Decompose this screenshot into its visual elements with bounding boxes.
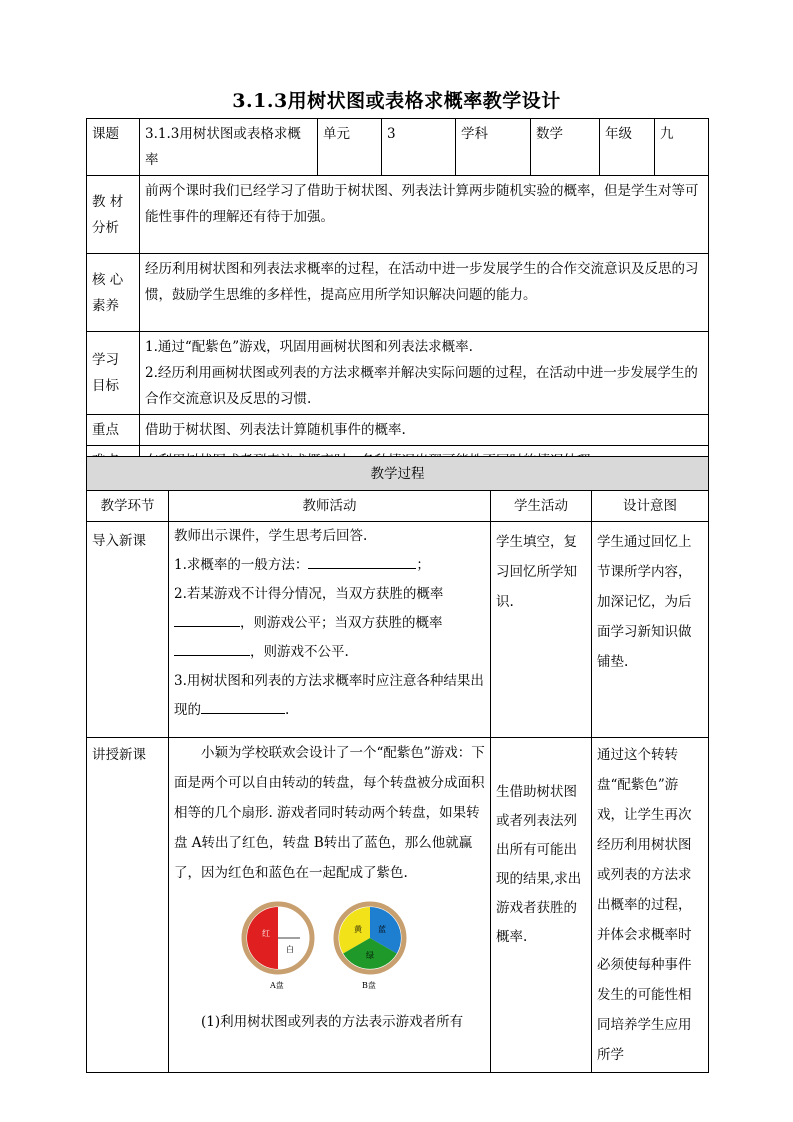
teach-intent: 通过这个转转盘“配紫色”游戏，让学生再次经历利用树状图或列表的方法求出概率的过程，并体会求概率时必须使每种事件发生的可能性相同培养学生应用所学	[592, 738, 709, 1073]
col-step: 教学环节	[87, 491, 169, 522]
spinner-a	[244, 904, 312, 990]
intro-step: 导入新课	[87, 522, 169, 738]
col-student: 学生活动	[491, 491, 592, 522]
subject-label: 学科	[456, 119, 531, 176]
spinner-b	[336, 904, 404, 990]
spinner-figure	[174, 900, 485, 1003]
spinner-a-white-label: 白	[285, 945, 294, 954]
teach-step: 讲授新课	[87, 738, 169, 1073]
goal-text	[140, 332, 709, 415]
goal-item-1: 1.通过“配紫色”游戏，巩固用画树状图和列表法求概率.	[145, 339, 473, 355]
grade-value: 九	[655, 119, 709, 176]
process-table	[86, 456, 709, 1073]
subject-value: 数学	[531, 119, 600, 176]
teach-teacher: 小颖为学校联欢会设计了一个“配紫色”游戏：下面是两个可以自由转动的转盘，每个转盘被分成面积相等的几个扇形. 游戏者同时转动两个转盘，如果转盘 A转出了红色，转盘 B转出了蓝色，那么他就赢了，因为红色和蓝色在一起配成了紫色. 红 白 A盘 黄 蓝 绿 B盘 (1)利用树状图或列表的方法表示游戏者所有	[169, 738, 491, 1073]
spinner-a-caption: A盘	[269, 981, 284, 990]
spinner-a-red-label: 红	[261, 929, 270, 938]
spinner-illustration	[240, 900, 420, 992]
col-intent: 设计意图	[592, 491, 709, 522]
key-label: 重点	[87, 415, 140, 446]
spinner-b-blue-label: 蓝	[377, 925, 386, 934]
intro-teacher: 教师出示课件，学生思考后回答. 1.求概率的一般方法： ； 2.若某游戏不计得分情况，当双方获胜的概率，则游戏公平；当双方获胜的概率，则游戏不公平. 3.用树状图和列表的方法求概率时应注意各种结果出现的 .	[169, 522, 491, 738]
unit-value: 3	[382, 119, 456, 176]
intro-student: 学生填空，复习回忆所学知识.	[491, 522, 592, 738]
analysis-text: 前两个课时我们已经学习了借助于树状图、列表法计算两步随机实验的概率，但是学生对等可能性事件的理解还有待于加强。	[140, 176, 709, 254]
spinner-b-caption: B盘	[361, 981, 376, 990]
goal-item-2: 2.经历利用画树状图或列表的方法求概率并解决实际问题的过程，在活动中进一步发展学生的合作交流意识及反思的习惯.	[145, 365, 698, 407]
page-title: 3.1.3用树状图或表格求概率教学设计	[232, 90, 561, 112]
grade-label: 年级	[600, 119, 655, 176]
col-teacher: 教师活动	[169, 491, 491, 522]
goal-label: 学习 目标	[87, 332, 140, 415]
info-table	[86, 118, 709, 477]
analysis-label: 教 材 分析	[87, 176, 140, 254]
spinner-b-yellow-label: 黄	[353, 925, 362, 934]
core-label: 核 心 素养	[87, 254, 140, 332]
unit-label: 单元	[318, 119, 382, 176]
core-text: 经历利用树状图和列表法求概率的过程，在活动中进一步发展学生的合作交流意识及反思的习惯，鼓励学生思维的多样性，提高应用所学知识解决问题的能力。	[140, 254, 709, 332]
teach-student: 生借助树状图或者列表法列出所有可能出现的结果,求出游戏者获胜的概率.	[491, 738, 592, 1073]
lesson-value: 3.1.3用树状图或表格求概率	[140, 119, 318, 176]
process-header: 教学过程	[87, 457, 709, 491]
lesson-label: 课题	[87, 119, 140, 176]
spinner-b-green-label: 绿	[365, 951, 374, 960]
intro-intent: 学生通过回忆上节课所学内容，加深记忆，为后面学习新知识做铺垫.	[592, 522, 709, 738]
key-text: 借助于树状图、列表法计算随机事件的概率.	[140, 415, 709, 446]
